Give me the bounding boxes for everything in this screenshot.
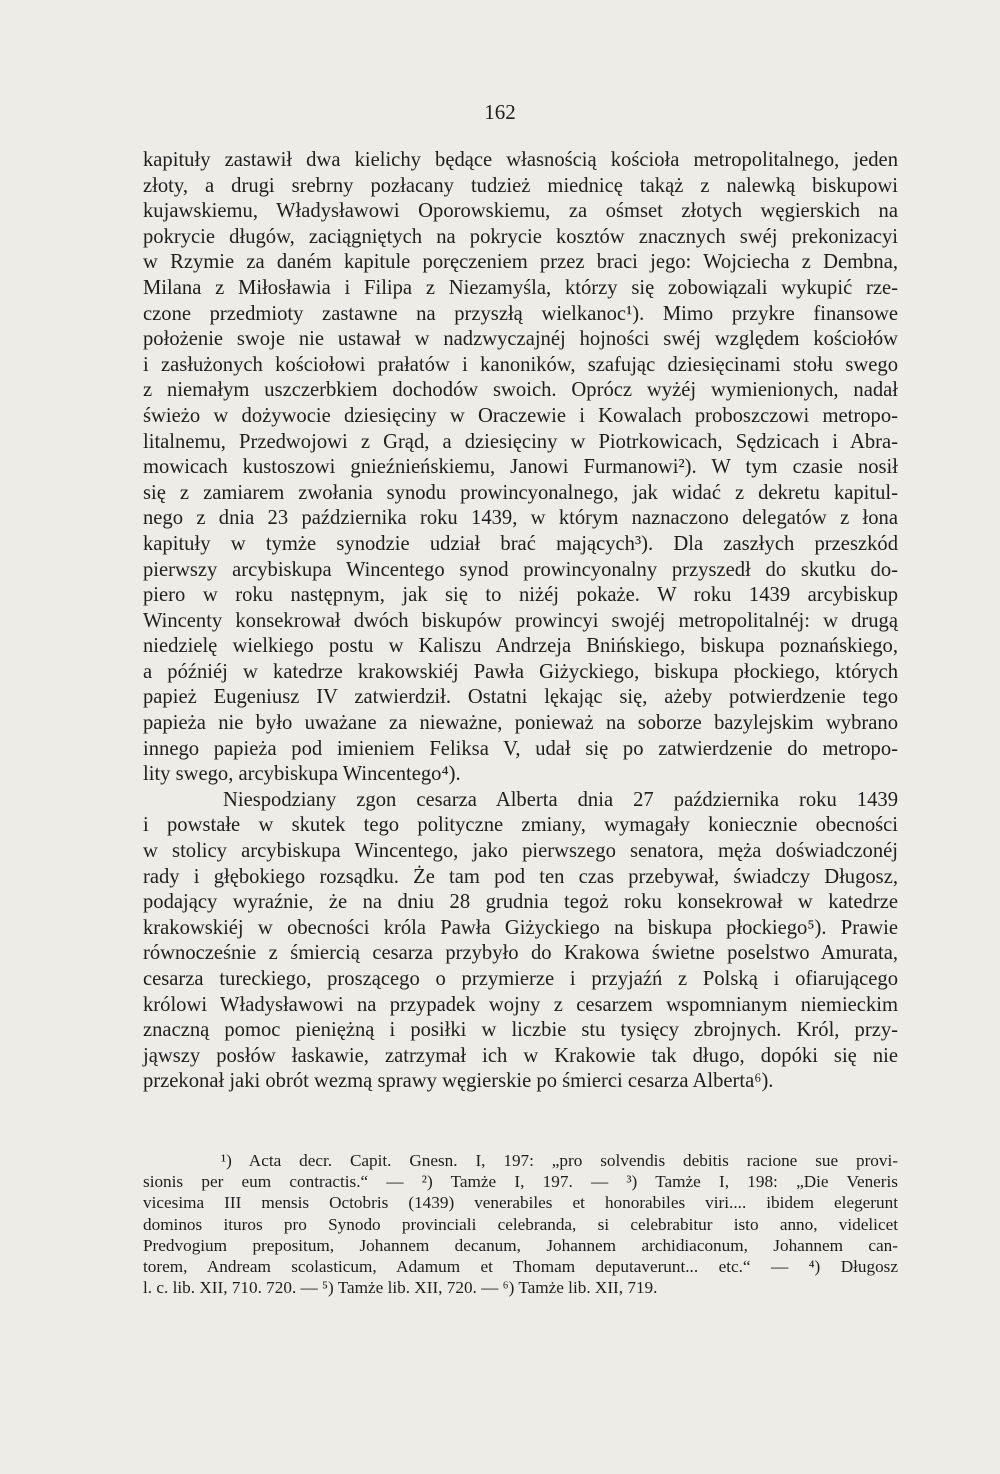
text-line: litalnemu, Przedwojowi z Grąd, a dziesięciny w Piotrkowicach, Sędzicach i Abra-	[143, 430, 898, 453]
text-line: pierwszy arcybiskupa Wincentego synod prowincyonalny przyszedł do skutku do-	[143, 558, 898, 581]
text-line: innego papieża pod imieniem Feliksa V, udał się po zatwierdzenie do metropo-	[143, 737, 898, 760]
text-line: Milana z Miłosławia i Filipa z Niezamyśla, którzy się zobowiązali wykupić rze-	[143, 276, 898, 299]
text-line: papież Eugeniusz IV zatwierdził. Ostatni lękając się, ażeby potwierdzenie tego	[143, 686, 898, 709]
text-line: świeżo w dożywocie dziesięciny w Oraczewie i Kowalach proboszczowi metropo-	[143, 404, 898, 427]
text-line: niedzielę wielkiego postu w Kaliszu Andrzeja Bnińskiego, biskupa poznańskiego,	[143, 635, 898, 658]
text-line: piero w roku następnym, jak się to niżéj pokaże. W roku 1439 arcybiskup	[143, 584, 898, 607]
text-line: papieża nie było uważane za nieważne, ponieważ na soborze bazylejskim wybrano	[143, 712, 898, 735]
text-line: nego z dnia 23 października roku 1439, w którym naznaczono delegatów z łona	[143, 507, 898, 530]
footnote-line: sionis per eum contractis.“ — ²) Tamże I, 197. — ³) Tamże I, 198: „Die Veneris	[143, 1172, 898, 1192]
text-line: w stolicy arcybiskupa Wincentego, jako pierwszego senatora, męża doświadczonéj	[143, 840, 898, 863]
footnote-line: torem, Andream scolasticum, Adamum et Thomam deputaverunt... etc.“ — ⁴) Długosz	[143, 1256, 898, 1276]
footnote-line: ¹) Acta decr. Capit. Gnesn. I, 197: „pro solvendis debitis racione sue provi-	[221, 1151, 898, 1170]
text-line: równocześnie z śmiercią cesarza przybyło do Krakowa świetne poselstwo Amurata,	[143, 942, 898, 965]
text-line: Wincenty konsekrował dwóch biskupów prowincyi swojéj metropolitalnéj: w drugą	[143, 609, 898, 632]
footnotes	[143, 1150, 898, 1298]
text-line: lity swego, arcybiskupa Wincentego⁴).	[143, 763, 461, 786]
text-line: królowi Władysławowi na przypadek wojny z cesarzem wspomnianym niemieckim	[143, 993, 898, 1016]
text-line: rady i głębokiego rozsądku. Że tam pod ten czas przebywał, świadczy Długosz,	[143, 865, 898, 888]
footnote-line: l. c. lib. XII, 710. 720. — ⁵) Tamże lib. XII, 720. — ⁶) Tamże lib. XII, 719.	[143, 1278, 658, 1298]
text-line: się z zamiarem zwołania synodu prowincyonalnego, jak widać z dekretu kapitul-	[143, 481, 898, 504]
text-line: cesarza tureckiego, proszącego o przymierze i przyjaźń z Polską i ofiarującego	[143, 968, 898, 990]
text-line: w Rzymie za daném kapitule poręczeniem przez braci jego: Wojciecha z Dembna,	[143, 251, 898, 274]
footnote-line: Predvogium prepositum, Johannem decanum, Johannem archidiaconum, Johannem can-	[143, 1235, 898, 1255]
text-line: pokrycie długów, zaciągniętych na pokrycie kosztów znacznych swéj prekonizacyi	[143, 225, 898, 248]
text-line: Niespodziany zgon cesarza Alberta dnia 27 października roku 1439	[223, 788, 898, 811]
page-number: 162	[484, 100, 516, 124]
text-line: znaczną pomoc pieniężną i posiłki w liczbie stu tysięcy zbrojnych. Król, przy-	[143, 1019, 898, 1042]
text-line: krakowskiéj w obecności króla Pawła Giżyckiego na biskupa płockiego⁵). Prawie	[143, 916, 898, 939]
text-line: położenie swoje nie ustawał w nadzwyczajnéj hojności swéj względem kościołów	[143, 328, 898, 351]
text-line: złoty, a drugi srebrny pozłacany tudzież miednicę takąż z nalewką biskupowi	[143, 174, 898, 197]
text-line: i zasłużonych kościołowi prałatów i kanoników, szafując dziesięcinami stołu swego	[143, 353, 898, 376]
text-line: kapituły zastawił dwa kielichy będące własnością kościoła metropolitalnego, jeden	[143, 149, 898, 171]
text-line: kujawskiemu, Władysławowi Oporowskiemu, za ośmset złotych węgierskich na	[143, 200, 898, 223]
text-line: czone przedmioty zastawne na przyszłą wielkanoc¹). Mimo przykre finansowe	[143, 302, 898, 325]
main-text	[143, 148, 898, 1095]
text-line: jąwszy posłów łaskawie, zatrzymał ich w Krakowie tak długo, dopóki się nie	[143, 1044, 898, 1067]
text-line: z niemałym uszczerbkiem dochodów swoich. Oprócz wyżéj wymienionych, nadał	[143, 379, 898, 402]
text-line: i powstałe w skutek tego polityczne zmiany, wymagały koniecznie obecności	[143, 814, 898, 837]
text-line: mowicach kustoszowi gnieźnieńskiemu, Janowi Furmanowi²). W tym czasie nosił	[143, 456, 898, 479]
text-line: a późniéj w katedrze krakowskiéj Pawła Giżyckiego, biskupa płockiego, których	[143, 660, 898, 683]
text-line: podający wyraźnie, że na dniu 28 grudnia tegoż roku konsekrował w katedrze	[143, 891, 898, 914]
footnote-line: dominos ituros pro Synodo provinciali celebranda, si celebrabitur isto anno, videlicet	[143, 1214, 898, 1234]
footnote-line: vicesima III mensis Octobris (1439) venerabiles et honorabiles viri.... ibidem elegerunt	[143, 1193, 898, 1213]
text-line: kapituły w tymże synodzie udział brać mających³). Dla zaszłych przeszkód	[143, 532, 898, 555]
text-line: przekonał jaki obrót wezmą sprawy węgierskie po śmierci cesarza Alberta⁶).	[143, 1070, 774, 1093]
